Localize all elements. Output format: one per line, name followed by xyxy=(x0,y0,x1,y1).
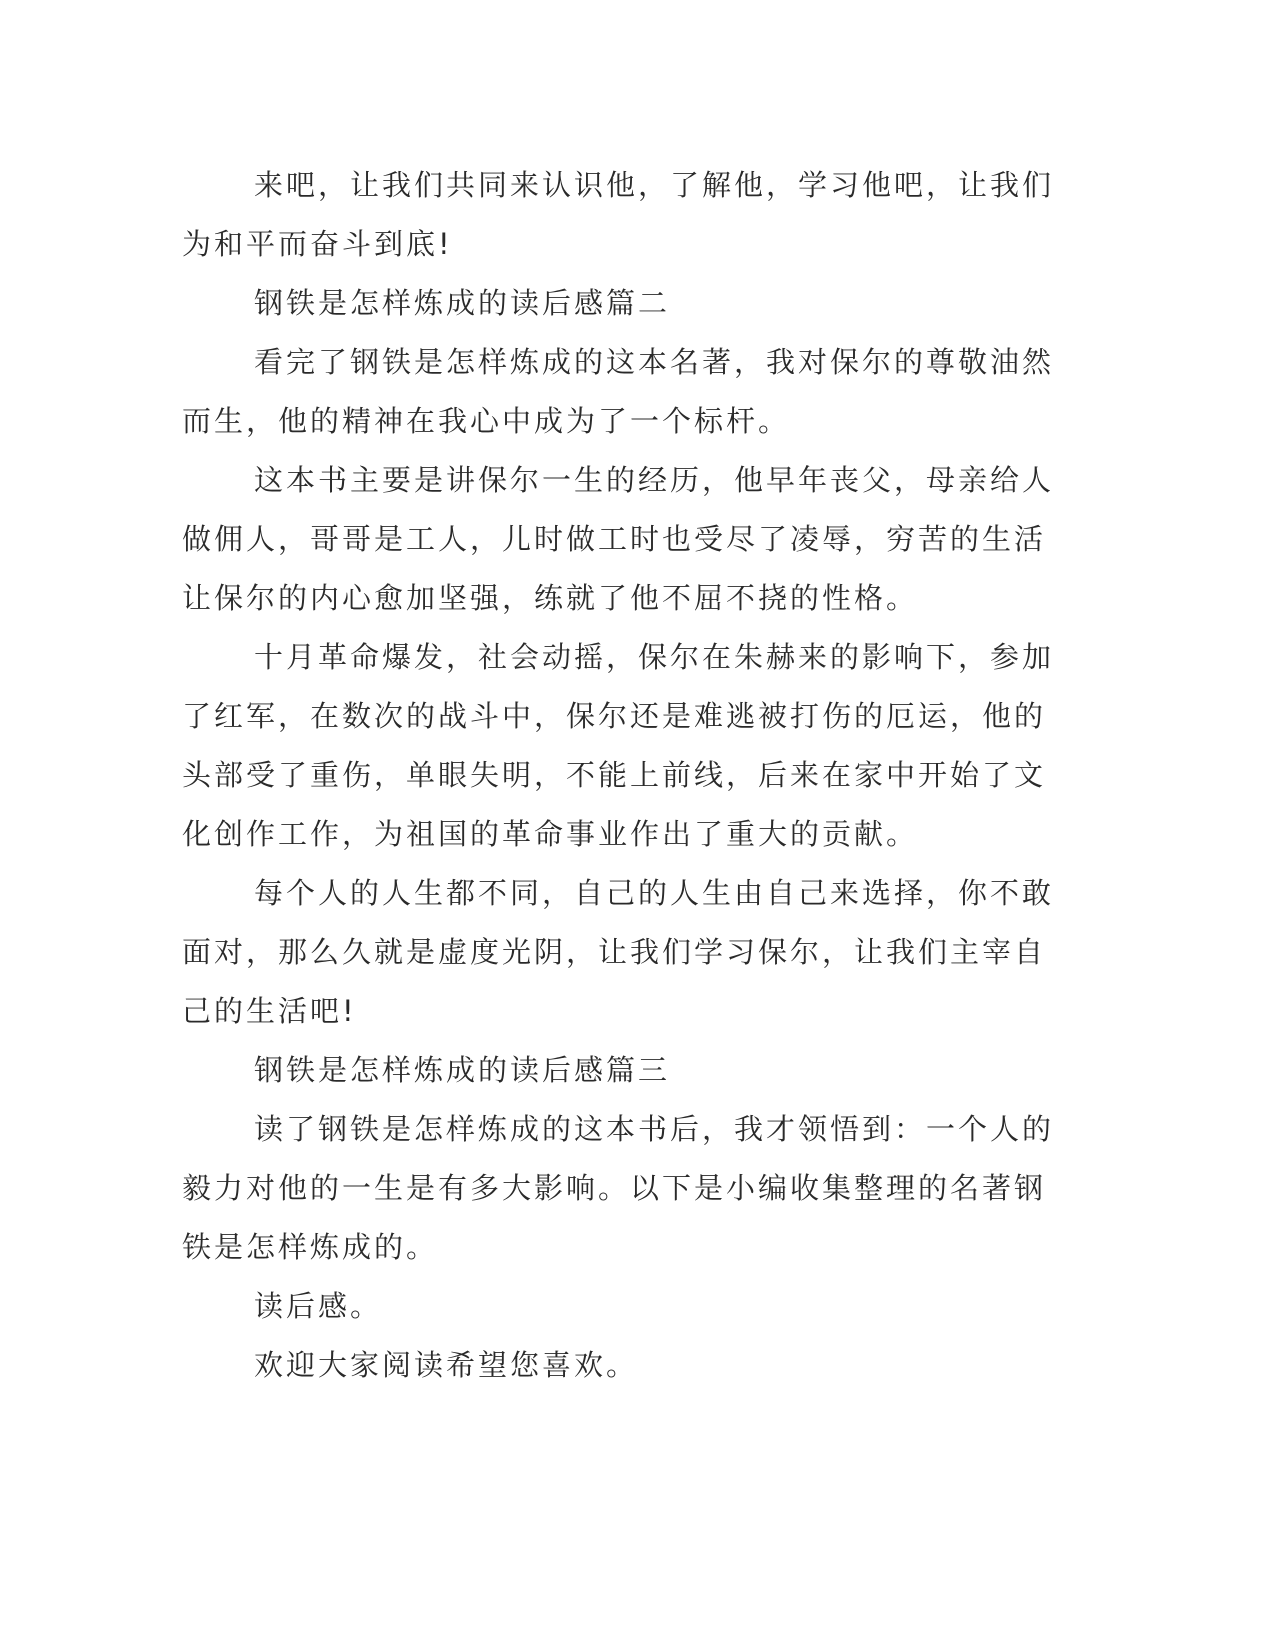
paragraph: 每个人的人生都不同，自己的人生由自己来选择，你不敢面对，那么久就是虚度光阴，让我们学习保尔，让我们主宰自己的生活吧! xyxy=(182,876,1055,1028)
paragraph: 看完了钢铁是怎样炼成的这本名著，我对保尔的尊敬油然而生，他的精神在我心中成为了一个标杆。 xyxy=(182,345,1055,438)
section-heading-3: 钢铁是怎样炼成的读后感篇三 xyxy=(254,1053,671,1087)
paragraph: 这本书主要是讲保尔一生的经历，他早年丧父，母亲给人做佣人，哥哥是工人，儿时做工时也受尽了凌辱，穷苦的生活让保尔的内心愈加坚强，练就了他不屈不挠的性格。 xyxy=(182,463,1055,615)
paragraph: 欢迎大家阅读希望您喜欢。 xyxy=(254,1348,639,1382)
paragraph: 十月革命爆发，社会动摇，保尔在朱赫来的影响下，参加了红军，在数次的战斗中，保尔还是难逃被打伤的厄运，他的头部受了重伤，单眼失明，不能上前线，后来在家中开始了文化创作工作，为祖国的革命事业作出了重大的贡献。 xyxy=(182,640,1055,851)
section-heading-2: 钢铁是怎样炼成的读后感篇二 xyxy=(254,286,671,320)
paragraph: 读了钢铁是怎样炼成的这本书后，我才领悟到：一个人的毅力对他的一生是有多大影响。以下是小编收集整理的名著钢铁是怎样炼成的。 xyxy=(182,1112,1055,1264)
document-body xyxy=(182,156,1062,1395)
paragraph: 读后感。 xyxy=(254,1289,383,1323)
paragraph-closing: 来吧，让我们共同来认识他，了解他，学习他吧，让我们为和平而奋斗到底! xyxy=(182,168,1055,261)
